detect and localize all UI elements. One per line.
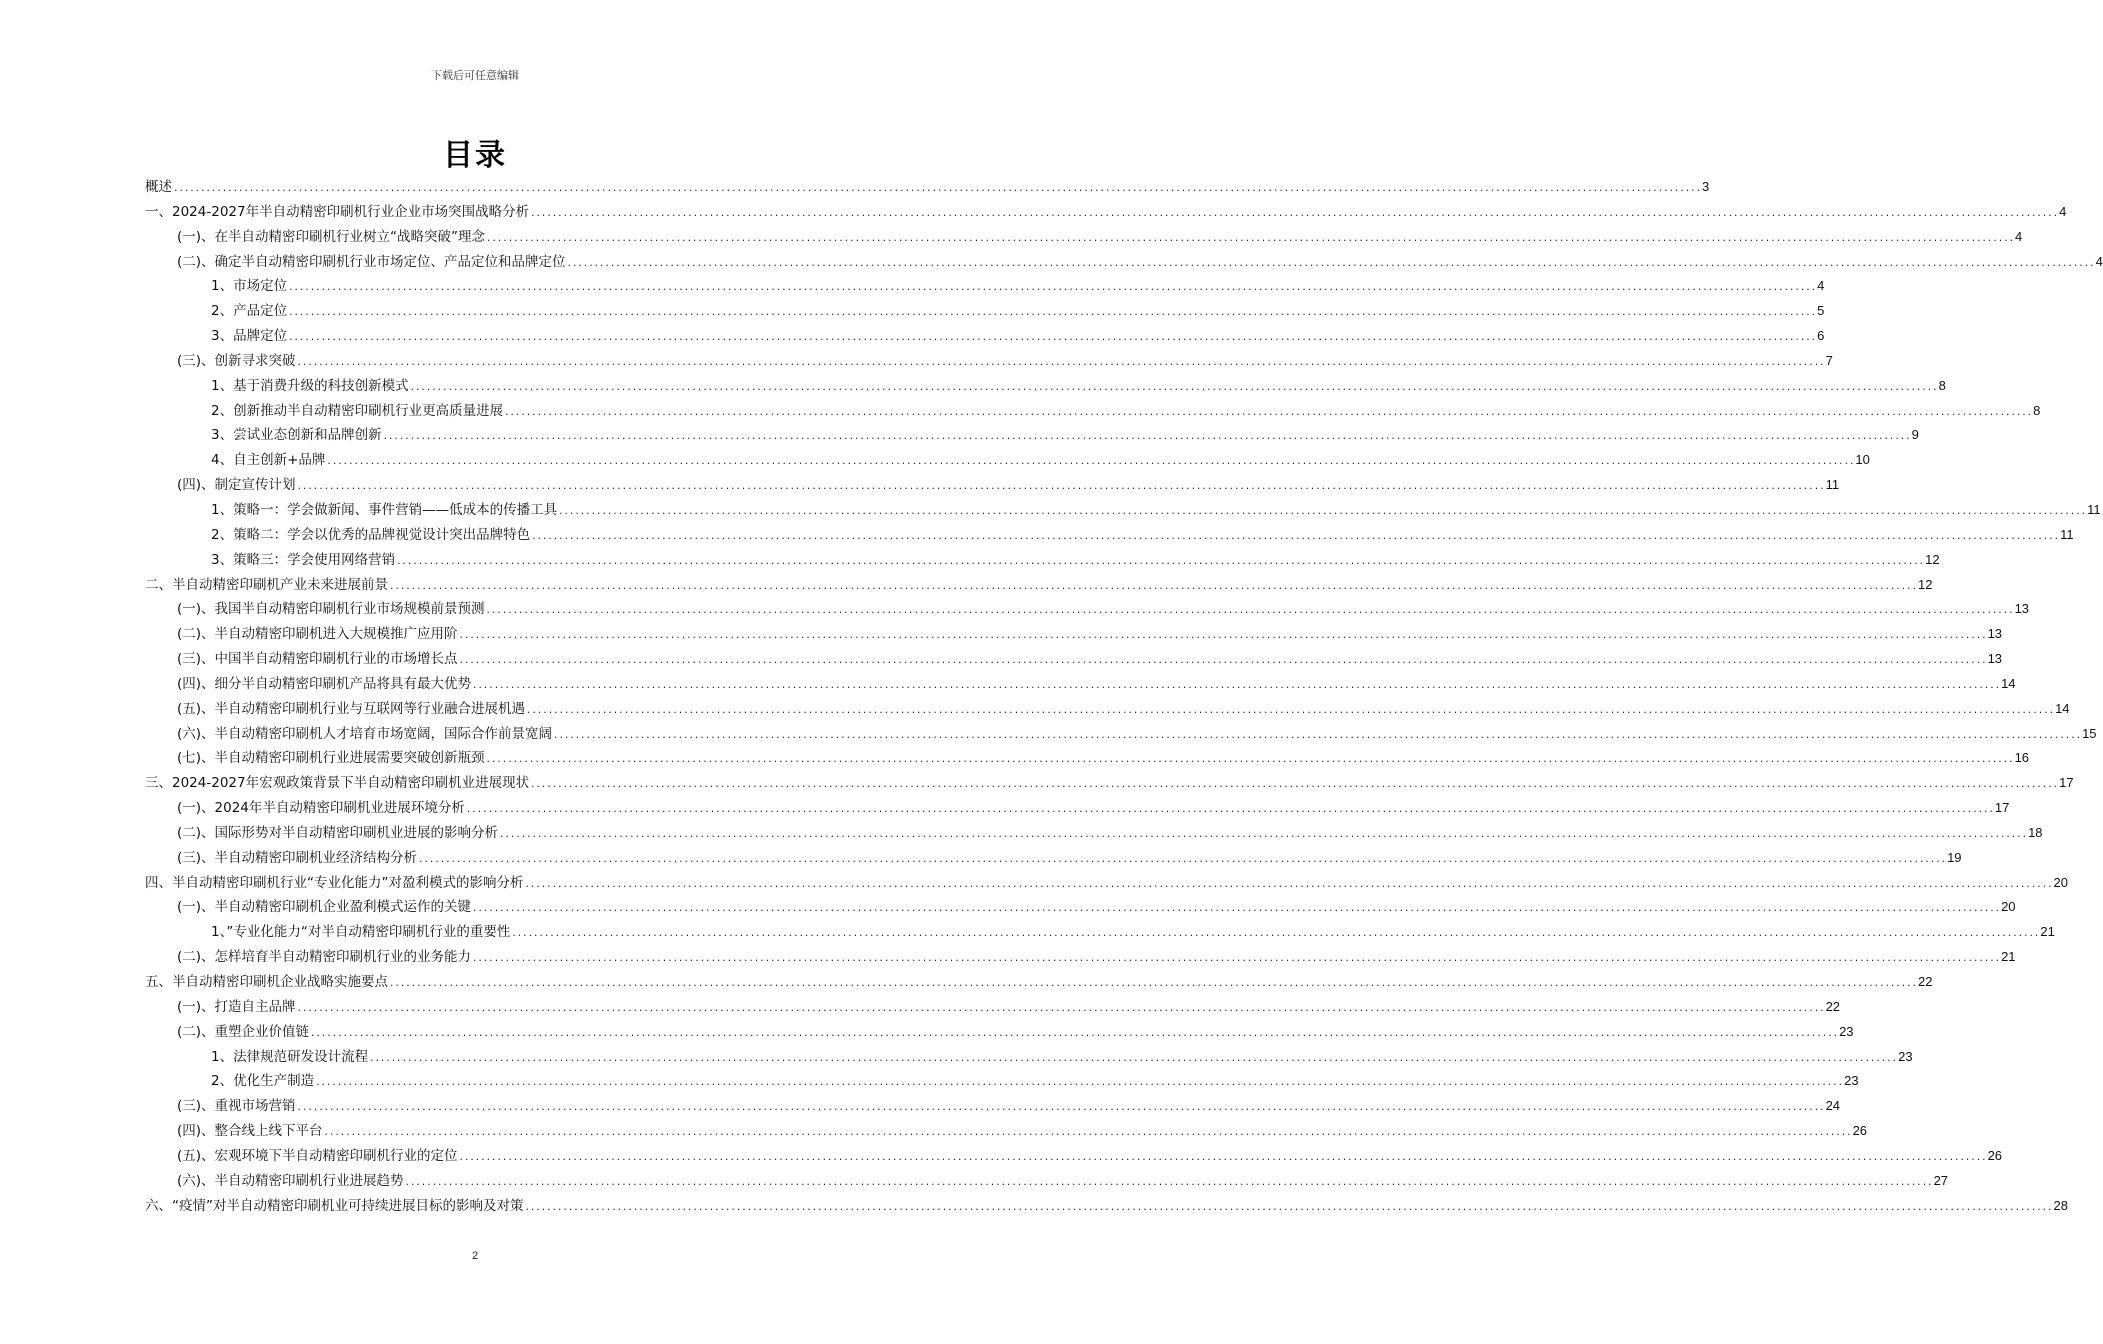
toc-entry-page: 28 xyxy=(2053,1197,2068,1213)
toc-entry-page: 4 xyxy=(1817,278,1825,294)
toc-entry-title: 一、2024-2027年半自动精密印刷机行业企业市场突围战略分析 xyxy=(145,203,530,220)
toc-leader-dots xyxy=(504,401,2032,426)
toc-entry-page: 14 xyxy=(2055,700,2070,716)
toc-entry[interactable] xyxy=(145,473,1840,498)
toc-entry-title: (二)、国际形势对半自动精密印刷机业进展的影响分析 xyxy=(177,824,499,841)
toc-entry[interactable] xyxy=(145,548,1940,573)
toc-entry-page: 6 xyxy=(1817,328,1825,344)
toc-leader-dots xyxy=(499,823,2027,848)
table-of-contents xyxy=(145,175,2103,1218)
toc-entry-title: (二)、重塑企业价值链 xyxy=(177,1023,310,1040)
toc-entry-title: 1、基于消费升级的科技创新模式 xyxy=(211,377,409,394)
toc-entry-title: (三)、创新寻求突破 xyxy=(177,352,296,369)
toc-leader-dots xyxy=(297,997,1825,1022)
toc-entry-title: (六)、半自动精密印刷机行业进展趋势 xyxy=(177,1172,404,1189)
toc-entry-title: (六)、半自动精密印刷机人才培育市场宽阔，国际合作前景宽阔 xyxy=(177,725,553,742)
toc-entry-title: (一)、我国半自动精密印刷机行业市场规模前景预测 xyxy=(177,601,485,618)
toc-entry[interactable] xyxy=(145,1169,1949,1194)
toc-leader-dots xyxy=(288,276,1816,301)
toc-entry-page: 20 xyxy=(2001,899,2016,915)
toc-leader-dots xyxy=(173,177,1701,202)
toc-entry[interactable] xyxy=(145,498,2101,523)
toc-entry-title: 4、自主创新+品牌 xyxy=(211,452,326,469)
toc-leader-dots xyxy=(405,1171,1933,1196)
toc-entry-page: 9 xyxy=(1911,427,1919,443)
toc-leader-dots xyxy=(297,351,1825,376)
toc-entry-title: 1、”专业化能力“对半自动精密印刷机行业的重要性 xyxy=(211,924,511,941)
toc-entry-page: 17 xyxy=(2059,775,2074,791)
toc-entry-title: 3、尝试业态创新和品牌创新 xyxy=(211,427,382,444)
toc-entry[interactable] xyxy=(145,672,2016,697)
toc-entry[interactable] xyxy=(145,697,2070,722)
toc-leader-dots xyxy=(526,699,2054,724)
toc-entry-title: 2、策略二：学会以优秀的品牌视觉设计突出品牌特色 xyxy=(211,526,531,543)
toc-entry-page: 23 xyxy=(1844,1073,1859,1089)
toc-entry-page: 7 xyxy=(1825,352,1833,368)
toc-entry[interactable] xyxy=(145,250,2103,275)
toc-leader-dots xyxy=(486,748,2014,773)
toc-entry-title: (四)、细分半自动精密印刷机产品将具有最大优势 xyxy=(177,675,472,692)
toc-entry-title: (一)、半自动精密印刷机企业盈利模式运作的关键 xyxy=(177,899,472,916)
toc-entry-title: (五)、半自动精密印刷机行业与互联网等行业融合进展机遇 xyxy=(177,700,526,717)
toc-entry-page: 15 xyxy=(2082,725,2097,741)
toc-entry-title: 2、优化生产制造 xyxy=(211,1073,315,1090)
toc-entry[interactable] xyxy=(145,523,2074,548)
toc-entry-page: 21 xyxy=(2001,949,2016,965)
toc-entry-title: 1、法律规范研发设计流程 xyxy=(211,1048,369,1065)
toc-leader-dots xyxy=(288,326,1816,351)
toc-leader-dots xyxy=(466,798,1994,823)
toc-leader-dots xyxy=(315,1071,1843,1096)
toc-entry-page: 18 xyxy=(2028,824,2043,840)
toc-entry[interactable] xyxy=(145,1045,1913,1070)
toc-entry-page: 23 xyxy=(1898,1048,1913,1064)
toc-entry[interactable] xyxy=(145,1194,2068,1219)
toc-entry[interactable] xyxy=(145,647,2003,672)
toc-entry-page: 11 xyxy=(2060,526,2074,542)
toc-entry-title: 四、半自动精密印刷机行业“专业化能力”对盈利模式的影响分析 xyxy=(145,874,524,891)
toc-entry-title: 二、半自动精密印刷机产业未来进展前景 xyxy=(145,576,388,593)
toc-entry[interactable] xyxy=(145,746,2030,771)
toc-entry[interactable] xyxy=(145,1094,1841,1119)
toc-leader-dots xyxy=(324,1121,1852,1146)
toc-entry[interactable] xyxy=(145,945,2016,970)
toc-entry-page: 21 xyxy=(2040,924,2055,940)
toc-leader-dots xyxy=(525,1196,2053,1221)
toc-leader-dots xyxy=(472,674,2000,699)
toc-entry-title: 1、策略一：学会做新闻、事件营销——低成本的传播工具 xyxy=(211,501,558,518)
toc-leader-dots xyxy=(418,848,1946,873)
toc-leader-dots xyxy=(530,773,2058,798)
toc-entry-title: (二)、怎样培育半自动精密印刷机行业的业务能力 xyxy=(177,949,472,966)
toc-entry[interactable] xyxy=(145,597,2030,622)
toc-leader-dots xyxy=(459,624,1987,649)
toc-entry[interactable] xyxy=(145,399,2041,424)
toc-leader-dots xyxy=(297,1096,1825,1121)
toc-entry[interactable] xyxy=(145,920,2055,945)
toc-entry[interactable] xyxy=(145,349,1833,374)
toc-entry-page: 12 xyxy=(1925,551,1940,567)
toc-entry[interactable] xyxy=(145,871,2068,896)
toc-entry[interactable] xyxy=(145,771,2074,796)
toc-entry-title: (五)、宏观环境下半自动精密印刷机行业的定位 xyxy=(177,1147,458,1164)
toc-entry[interactable] xyxy=(145,573,1933,598)
toc-entry[interactable] xyxy=(145,423,1919,448)
toc-leader-dots xyxy=(369,1047,1897,1072)
toc-entry-title: (二)、确定半自动精密印刷机行业市场定位、产品定位和品牌定位 xyxy=(177,253,566,270)
toc-entry[interactable] xyxy=(145,225,2023,250)
toc-leader-dots xyxy=(389,575,1917,600)
toc-entry-page: 12 xyxy=(1918,576,1933,592)
toc-leader-dots xyxy=(567,252,2095,277)
toc-leader-dots xyxy=(410,376,1938,401)
toc-entry-title: 五、半自动精密印刷机企业战略实施要点 xyxy=(145,974,388,990)
toc-entry-page: 23 xyxy=(1839,1023,1854,1039)
toc-entry-title: 概述 xyxy=(145,179,172,195)
toc-entry[interactable] xyxy=(145,1119,1868,1144)
toc-entry-title: (一)、2024年半自动精密印刷机业进展环境分析 xyxy=(177,800,465,817)
toc-entry-page: 19 xyxy=(1947,849,1962,865)
page-header: 下载后可任意编辑 xyxy=(431,69,519,82)
toc-entry[interactable] xyxy=(145,274,1825,299)
toc-entry[interactable] xyxy=(145,324,1825,349)
toc-entry[interactable] xyxy=(145,1069,1859,1094)
toc-leader-dots xyxy=(531,525,2059,550)
toc-entry-page: 11 xyxy=(2087,501,2101,517)
toc-leader-dots xyxy=(472,947,2000,972)
toc-leader-dots xyxy=(486,227,2014,252)
page-title: 目录 xyxy=(443,138,507,173)
toc-entry[interactable] xyxy=(145,970,1933,995)
toc-leader-dots xyxy=(297,475,1825,500)
toc-entry[interactable] xyxy=(145,796,2010,821)
toc-entry-title: 2、创新推动半自动精密印刷机行业更高质量进展 xyxy=(211,402,504,419)
toc-leader-dots xyxy=(389,972,1917,997)
toc-entry-title: (七)、半自动精密印刷机行业进展需要突破创新瓶颈 xyxy=(177,750,485,767)
toc-entry[interactable] xyxy=(145,846,1962,871)
toc-entry-title: (二)、半自动精密印刷机进入大规模推广应用阶 xyxy=(177,626,458,643)
toc-entry[interactable] xyxy=(145,374,1946,399)
toc-entry-page: 27 xyxy=(1933,1172,1949,1188)
toc-entry-title: (三)、中国半自动精密印刷机行业的市场增长点 xyxy=(177,651,458,668)
toc-leader-dots xyxy=(530,202,2058,227)
toc-entry-title: (一)、在半自动精密印刷机行业树立“战略突破”理念 xyxy=(177,228,486,245)
toc-entry[interactable] xyxy=(145,821,2043,846)
toc-entry-page: 5 xyxy=(1817,303,1825,319)
toc-entry[interactable] xyxy=(145,200,2067,225)
toc-entry-page: 13 xyxy=(1987,626,2003,642)
toc-entry-page: 26 xyxy=(1852,1123,1868,1139)
toc-entry[interactable] xyxy=(145,299,1825,324)
toc-leader-dots xyxy=(288,301,1816,326)
toc-entry-page: 13 xyxy=(2014,601,2030,617)
toc-leader-dots xyxy=(396,550,1924,575)
toc-entry-page: 4 xyxy=(2095,253,2103,269)
toc-entry-page: 22 xyxy=(1918,974,1933,989)
toc-entry-title: 2、产品定位 xyxy=(211,303,288,320)
toc-entry-page: 10 xyxy=(1855,452,1870,468)
toc-entry[interactable] xyxy=(145,895,2016,920)
toc-entry-page: 13 xyxy=(1987,651,2003,667)
toc-entry-page: 20 xyxy=(2053,874,2068,890)
toc-leader-dots xyxy=(525,873,2053,898)
toc-entry-page: 24 xyxy=(1825,1098,1841,1114)
toc-entry-page: 4 xyxy=(2015,228,2023,244)
toc-entry[interactable] xyxy=(145,995,1841,1020)
toc-entry-title: 3、策略三：学会使用网络营销 xyxy=(211,551,396,568)
toc-entry[interactable] xyxy=(145,175,1710,200)
toc-leader-dots xyxy=(383,425,1911,450)
toc-leader-dots xyxy=(472,897,2000,922)
toc-entry-page: 4 xyxy=(2059,203,2067,219)
toc-entry-title: 1、市场定位 xyxy=(211,278,288,295)
toc-entry-page: 14 xyxy=(2001,675,2016,691)
toc-entry-page: 17 xyxy=(1994,800,2010,816)
toc-entry[interactable] xyxy=(145,722,2097,747)
toc-entry-page: 16 xyxy=(2014,750,2030,766)
toc-entry[interactable] xyxy=(145,622,2003,647)
toc-entry-title: 六、“疫情”对半自动精密印刷机业可持续进展目标的影响及对策 xyxy=(145,1197,524,1214)
toc-entry-title: (三)、半自动精密印刷机业经济结构分析 xyxy=(177,849,418,866)
toc-leader-dots xyxy=(310,1022,1838,1047)
page-number: 2 xyxy=(471,1250,479,1262)
toc-entry-page: 22 xyxy=(1825,998,1841,1014)
toc-leader-dots xyxy=(459,649,1987,674)
toc-leader-dots xyxy=(486,599,2014,624)
toc-entry-page: 8 xyxy=(2033,402,2041,418)
toc-entry[interactable] xyxy=(145,1144,2003,1169)
toc-leader-dots xyxy=(511,922,2039,947)
toc-entry-title: (四)、整合线上线下平台 xyxy=(177,1123,323,1140)
toc-entry-page: 3 xyxy=(1702,179,1710,194)
toc-leader-dots xyxy=(553,724,2081,749)
toc-entry-title: 3、品牌定位 xyxy=(211,328,288,345)
toc-entry-page: 11 xyxy=(1825,477,1840,493)
toc-entry-title: (一)、打造自主品牌 xyxy=(177,998,296,1015)
toc-entry-page: 26 xyxy=(1987,1147,2003,1163)
toc-entry[interactable] xyxy=(145,448,1870,473)
toc-entry-title: (三)、重视市场营销 xyxy=(177,1098,296,1115)
toc-leader-dots xyxy=(558,500,2086,525)
toc-entry-page: 8 xyxy=(1938,377,1946,393)
toc-entry[interactable] xyxy=(145,1020,1854,1045)
toc-leader-dots xyxy=(326,450,1854,475)
toc-leader-dots xyxy=(459,1146,1987,1171)
toc-entry-title: (四)、制定宣传计划 xyxy=(177,477,296,494)
toc-entry-title: 三、2024-2027年宏观政策背景下半自动精密印刷机业进展现状 xyxy=(145,775,530,792)
